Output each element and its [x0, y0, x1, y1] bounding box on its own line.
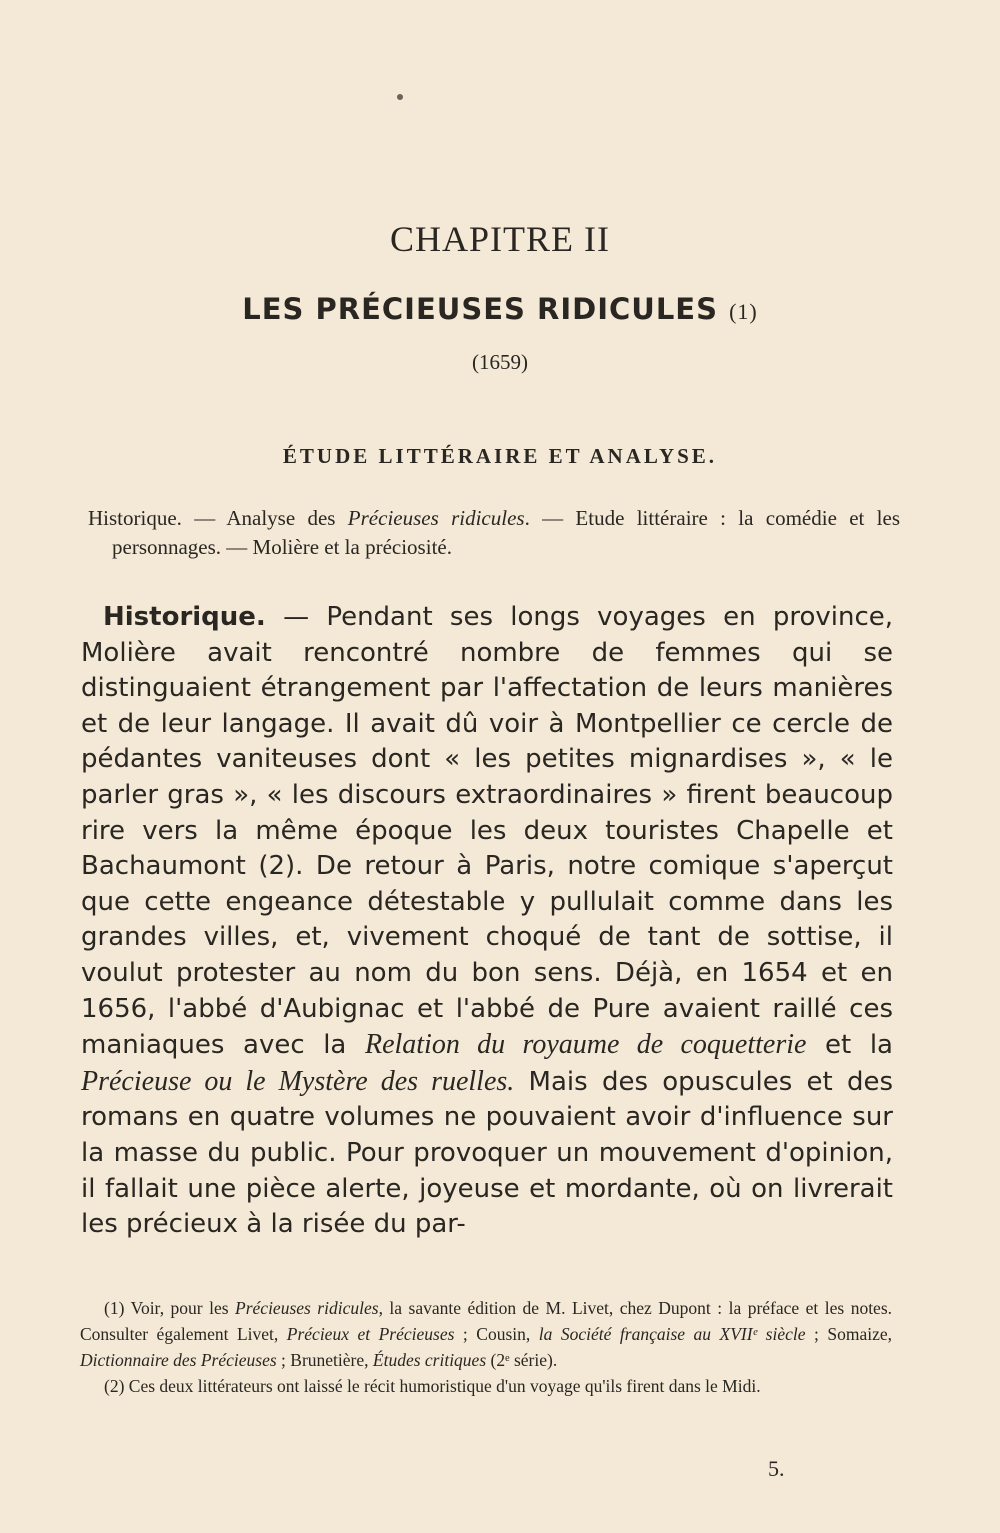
section-subtitle: ÉTUDE LITTÉRAIRE ET ANALYSE.: [282, 444, 718, 468]
body-lead: Historique.: [103, 602, 266, 632]
fn1-f: la Société française au XVIIᵉ siècle: [538, 1324, 806, 1344]
body-text: [81, 600, 893, 1243]
page-number: 5.: [768, 1456, 785, 1481]
fn1-d: Précieux et Précieuses: [286, 1324, 455, 1344]
footnotes: [80, 1295, 892, 1399]
chapter-year: (1659): [472, 350, 528, 374]
body-text-2: et la: [806, 1030, 893, 1061]
fn1-j: Études critiques: [372, 1350, 487, 1370]
summary-text-1: Historique. — Analyse des: [88, 506, 348, 530]
summary-italic: Précieuses ridicules: [347, 506, 525, 530]
fn1-e: ; Cousin,: [454, 1324, 539, 1344]
body-text-3: Mais des opuscules et des romans en quatre volumes ne pouvaient avoir d'influence sur la masse du public. Pour provoquer un mouvement d'opinion, il fallait une pièce alerte, joyeuse et mordante, où on livrerait les précieux à la risée du par-: [81, 1066, 894, 1240]
fn1-k: (2ᵉ série).: [486, 1350, 558, 1370]
ornament-dot: [397, 94, 403, 100]
chapter-title-text: LES PRÉCIEUSES RIDICULES: [242, 292, 718, 326]
fn1-h: Dictionnaire des Précieuses: [80, 1350, 277, 1370]
fn1-a: (1) Voir, pour les: [104, 1298, 236, 1318]
title-footnote-ref: (1): [729, 299, 758, 324]
body-text-1: — Pendant ses longs voyages en province, Molière avait rencontré nombre de femmes qui se distinguaient étrangement par l'affectation de leurs manières et de leur langage. Il avait dû voir à Montpellier ce cercle de pédantes vaniteuses dont « les petites mignardises », « le parler gras », « les discours extraordinaires » firent beaucoup rire vers la même époque les deux touristes Chapelle et Bachaumont (2). De retour à Paris, notre comique s'aperçut que cette engeance détestable y pullulait comme dans les grandes villes, et, vivement choqué de tant de sottise, il voulut protester au nom du bon sens. Déjà, en 1654 et en 1656, l'abbé d'Aubignac et l'abbé de Pure avaient raillé ces maniaques avec la: [81, 602, 893, 1061]
fn1-g: ; Somaize,: [805, 1324, 893, 1344]
body-italic-2: Précieuse ou le Mystère des ruelles.: [81, 1065, 515, 1097]
fn1-i: ; Brunetière,: [276, 1350, 373, 1370]
chapter-summary: [88, 504, 900, 562]
body-italic-1: Relation du royaume de coquetterie: [364, 1029, 807, 1061]
chapter-title: [0, 292, 1000, 326]
footnote-2: (2) Ces deux littérateurs ont laissé le récit humoristique d'un voyage qu'ils firent dans le Midi.: [104, 1376, 761, 1396]
fn1-c: , la savante édition de M. Livet, chez Dupont : la préface et les notes. Consulter également Livet,: [80, 1298, 893, 1344]
chapter-heading: CHAPITRE II: [390, 219, 610, 259]
summary-text-2: . — Etude littéraire : la comédie et les personnages. — Molière et la préciosité.: [112, 506, 900, 559]
fn1-b: Précieuses ridicules: [235, 1298, 379, 1318]
footnote-1: [80, 1295, 892, 1373]
